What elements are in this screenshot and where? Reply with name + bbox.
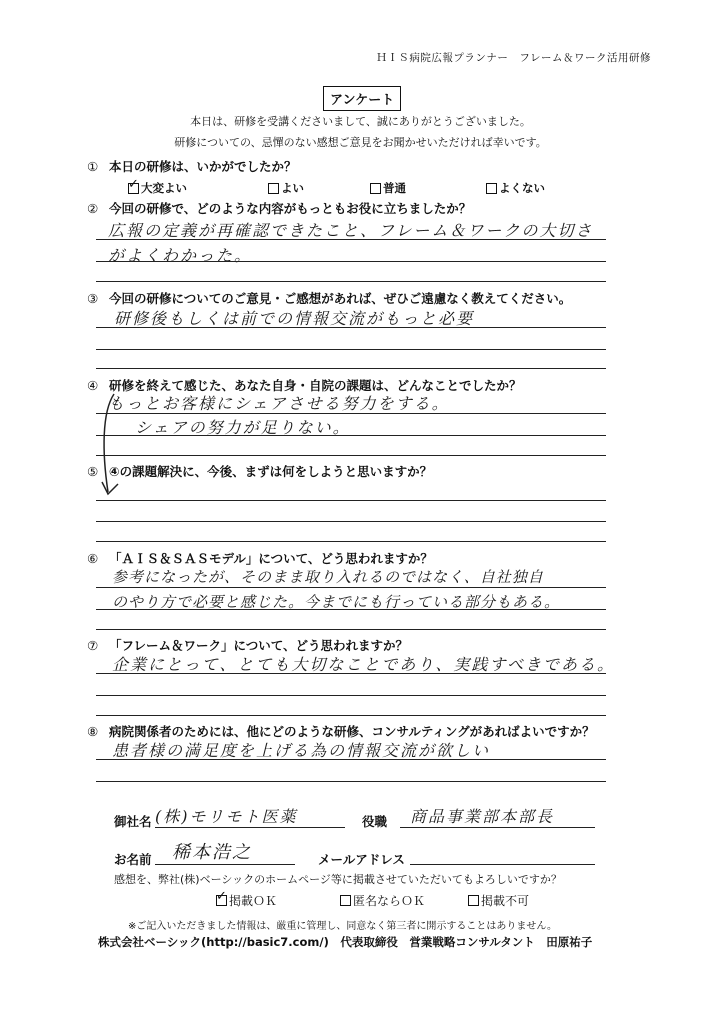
consent-question: 感想を、弊社(株)ベーシックのホームページ等に掲載させていただいてもよろしいですか？ [114, 873, 562, 886]
answer-6-line-1[interactable]: 参考になったが、そのまま取り入れるのではなく、自社独自 [112, 568, 544, 586]
question-text: 「フレーム＆ワーク」について、どう思われますか？ [109, 638, 409, 653]
name-line [155, 864, 295, 865]
checkbox-checked-icon[interactable] [216, 895, 227, 906]
answer-line [96, 541, 606, 542]
option-label: 匿名ならＯＫ [353, 894, 426, 908]
question-number: ⑤ [87, 464, 99, 479]
name-field[interactable]: 稀本浩之 [172, 842, 252, 863]
question-number: ⑦ [87, 638, 99, 653]
answer-line [96, 521, 606, 522]
email-line [410, 864, 595, 865]
answer-line [96, 261, 606, 262]
answer-6-line-2[interactable]: のやり方で必要と感じた。今までにも行っている部分もある。 [112, 593, 561, 611]
answer-line [96, 239, 606, 240]
answer-line [96, 455, 606, 456]
option-label: 普通 [383, 181, 406, 195]
answer-line [96, 609, 606, 610]
option-label: 大変よい [141, 181, 187, 195]
answer-4-line-1[interactable]: もっとお客様にシェアさせる努力をする。 [108, 394, 450, 413]
question-text: 本日の研修は、いかがでしたか？ [109, 159, 297, 174]
question-2 [87, 199, 471, 217]
answer-8-line-1[interactable]: 患者様の満足度を上げる為の情報交流が欲しい [112, 741, 491, 760]
company-field[interactable]: (株)モリモト医薬 [155, 807, 298, 826]
answer-line [96, 435, 606, 436]
rating-option-good[interactable] [268, 180, 304, 196]
position-line [400, 827, 595, 828]
consent-option-ok[interactable] [216, 892, 277, 909]
position-label: 役職 [362, 814, 388, 829]
checkbox-icon[interactable] [486, 183, 497, 194]
option-label: 掲載不可 [481, 894, 530, 908]
question-1 [87, 157, 297, 175]
position-field[interactable]: 商品事業部本部長 [410, 807, 555, 826]
answer-line [96, 327, 606, 328]
rating-option-average[interactable] [370, 180, 406, 196]
privacy-note: ※ご記入いただきました情報は、厳重に管理し、同意なく第三者に開示することはありません。 [128, 921, 557, 932]
question-text: 「ＡＩＳ＆ＳＡＳモデル」について、どう思われますか？ [109, 551, 433, 566]
intro-line-1: 本日は、研修を受講くださいまして、誠にありがとうございました。 [190, 115, 531, 128]
question-number: ⑥ [87, 551, 99, 566]
checkbox-icon[interactable] [370, 183, 381, 194]
option-label: 掲載ＯＫ [229, 894, 278, 908]
question-6 [87, 549, 433, 567]
consent-option-no[interactable] [468, 892, 529, 909]
answer-line [96, 781, 606, 782]
answer-line [96, 413, 606, 414]
question-text: ④の課題解決に、今後、まずは何をしようと思いますか？ [109, 464, 433, 479]
email-label: メールアドレス [318, 852, 405, 867]
checkbox-icon[interactable] [340, 895, 351, 906]
question-text: 今回の研修で、どのような内容がもっともお役に立ちましたか？ [109, 201, 472, 216]
rating-option-very-good[interactable] [128, 180, 187, 196]
checkbox-icon[interactable] [468, 895, 479, 906]
answer-line [96, 500, 606, 501]
answer-line [96, 281, 606, 282]
answer-line [96, 715, 606, 716]
rating-option-bad[interactable] [486, 180, 545, 196]
question-number: ② [87, 201, 99, 216]
answer-3-line-1[interactable]: 研修後もしくは前での情報交流がもっと必要 [114, 309, 475, 328]
question-text: 今回の研修についてのご意見・ご感想があれば、ぜひご遠慮なく教えてください。 [109, 291, 572, 306]
answer-line [96, 673, 606, 674]
answer-4-line-2[interactable]: シェアの努力が足りない。 [135, 418, 351, 437]
checkbox-icon[interactable] [268, 183, 279, 194]
question-number: ① [87, 159, 99, 174]
answer-line [96, 349, 606, 350]
answer-2-line-2[interactable]: がよくわかった。 [108, 246, 253, 265]
question-text: 病院関係者のためには、他にどのような研修、コンサルティングがあればよいですか？ [109, 724, 595, 739]
answer-7-line-1[interactable]: 企業にとって、とても大切なことであり、実践すべきである。 [112, 655, 616, 674]
question-number: ⑧ [87, 724, 99, 739]
answer-line [96, 695, 606, 696]
intro-line-2: 研修についての、忌憚のない感想ご意見をお聞かせいただければ幸いです。 [174, 136, 547, 149]
name-label: お名前 [114, 852, 152, 867]
question-number: ③ [87, 291, 99, 306]
question-number: ④ [87, 378, 99, 393]
company-line [155, 827, 345, 828]
checkbox-checked-icon[interactable] [128, 183, 139, 194]
option-label: よくない [499, 181, 545, 195]
question-text: 研修を終えて感じた、あなた自身・自院の課題は、どんなことでしたか？ [109, 378, 522, 393]
footer: 株式会社ベーシック(http://basic7.com/) 代表取締役 営業戦略コンサルタント 田原祐子 [98, 935, 593, 949]
answer-line [96, 759, 606, 760]
answer-line [96, 629, 606, 630]
answer-2-line-1[interactable]: 広報の定義が再確認できたこと、フレーム＆ワークの大切さ [108, 221, 594, 240]
page-header: ＨＩＳ病院広報プランナー フレーム＆ワーク活用研修 [376, 52, 651, 64]
option-label: よい [281, 181, 304, 195]
handwritten-arrow-icon [100, 392, 126, 502]
answer-line [96, 587, 606, 588]
question-3 [87, 289, 571, 307]
consent-option-anonymous[interactable] [340, 892, 425, 909]
answer-line [96, 368, 606, 369]
company-label: 御社名 [114, 814, 152, 829]
question-5 [87, 462, 432, 480]
survey-title: アンケート [323, 86, 401, 111]
